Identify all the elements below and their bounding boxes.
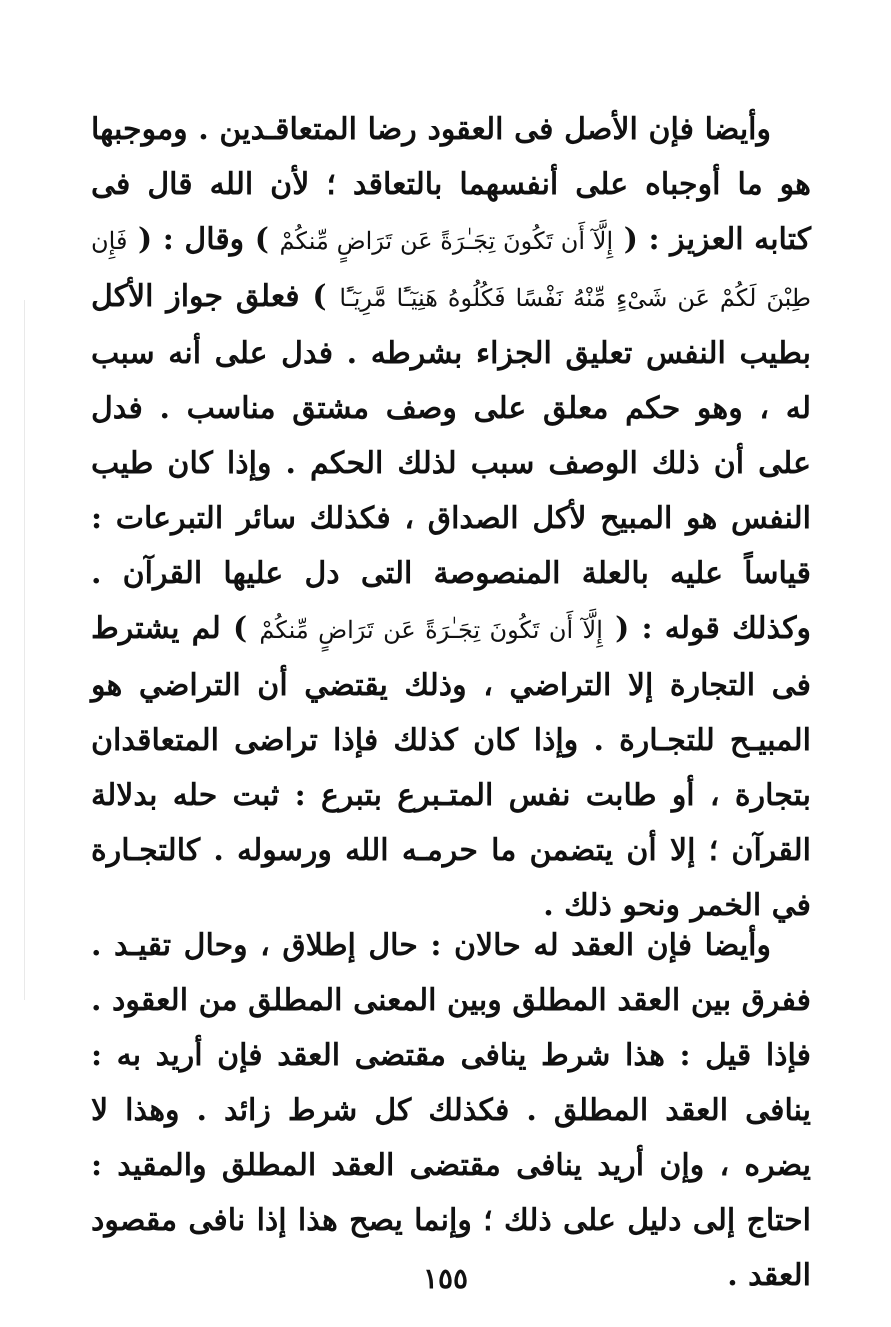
paragraph-1-mid-2: ) فعلق جواز الأكل بطيب النفس تعليق الجزاء بشرطه . فدل على أنه سبب له ، وهو حكم معلق على وصف مشتق مناسب . فدل على أن ذلك الوصف سبب لذلك الحكم . وإذا كان طيب النفس هو المبيح لأكل الصداق ، فكذلك سائر التبرعات : قياساً عليه بالعلة المنصوصة التى دل عليها القرآن . وكذلك قوله : ( [91,279,812,646]
quran-verse-3: إِلَّآ أَن تَكُونَ تِجَـٰرَةً عَن تَرَاضٍ مِّنكُمْ [259,616,603,644]
paragraph-1-text [91,102,811,933]
paragraph-1-end: ) لم يشترط فى التجارة إلا التراضي ، وذلك يقتضي أن التراضي هو المبيـح للتجـارة . وإذا كان كذلك فإذا تراضى المتعاقدان بتجارة ، أو طابت نفس المتـبرع بتبرع : ثبت حله بدلالة القرآن ؛ إلا أن يتضمن ما حرمـه الله ورسوله . كالتجـارة في الخمر ونحو ذلك . [91,611,811,923]
page-number: ١٥٥ [422,1262,469,1295]
paragraph-1-intro: وأيضا فإن الأصل فى العقود رضا المتعاقـدين . وموجبها هو ما أوجباه على أنفسهما بالتعاقد ؛ لأن الله قال فى كتابه العزيز : ( [91,112,812,257]
paragraph-1 [91,102,811,933]
scan-edge-shadow [24,300,25,1000]
paragraph-2-text: وأيضا فإن العقد له حالان : حال إطلاق ، وحال تقيـد . ففرق بين العقد المطلق وبين المعنى المطلق من العقود . فإذا قيل : هذا شرط ينافى مقتضى العقد فإن أريد به : ينافى العقد المطلق . فكذلك كل شرط زائد . وهذا لا يضره ، وإن أريد ينافى مقتضى العقد المطلق والمقيد : احتاج إلى دليل على ذلك ؛ وإنما يصح هذا إذا نافى مقصود العقد . [91,928,811,1293]
paragraph-1-mid-1: ) وقال : ( [138,222,269,257]
paragraph-2 [91,918,811,1303]
quran-verse-2: فَإِن طِبْنَ لَكُمْ عَن شَىْءٍ مِّنْهُ نَفْسًا فَكُلُوهُ هَنِيٓـًٔا مَّرِيٓـًٔا [91,227,811,312]
quran-verse-1: إِلَّآ أَن تَكُونَ تِجَـٰرَةً عَن تَرَاضٍ مِّنكُمْ [279,227,614,255]
